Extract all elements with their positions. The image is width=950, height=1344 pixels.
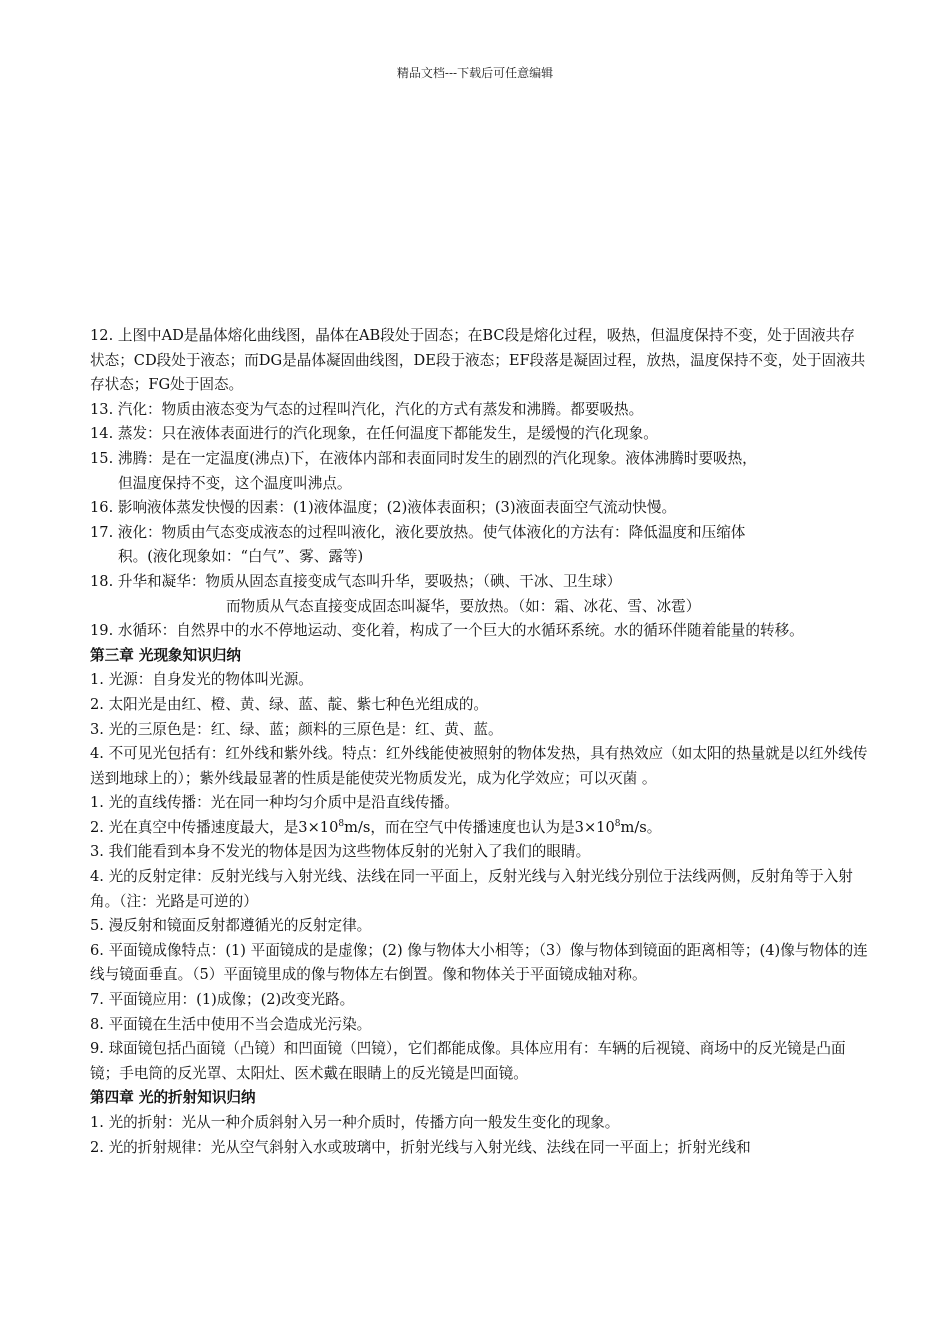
ch3-light-item-8: 8. 平面镜在生活中使用不当会造成光污染。 xyxy=(90,1015,372,1033)
exponent-a: 8 xyxy=(338,819,345,830)
paragraph-12: 12. 上图中AD是晶体熔化曲线图，晶体在AB段处于固态；在BC段是熔化过程，吸热，但温度保持不变，处于固液共存状态；CD段处于液态；而DG是晶体凝固曲线图，DE段于液态；EF段落是凝固过程，放热，温度保持不变，处于固液共存状态；FG处于固态。 xyxy=(90,327,866,394)
chapter-3-heading: 第三章 光现象知识归纳 xyxy=(90,646,242,664)
ch3-light-item-5: 5. 漫反射和镜面反射都遵循光的反射定律。 xyxy=(90,917,372,935)
paragraph-19: 19. 水循环：自然界中的水不停地运动、变化着，构成了一个巨大的水循环系统。水的循环伴随着能量的转移。 xyxy=(90,622,804,640)
speed-text-a: 2. 光在真空中传播速度最大，是3×10 xyxy=(90,818,339,836)
ch3-light-item-9: 9. 球面镜包括凸面镜（凸镜）和凹面镜（凹镜），它们都能成像。具体应用有：车辆的后视镜、商场中的反光镜是凸面镜；手电筒的反光罩、太阳灶、医术戴在眼睛上的反光镜是凹面镜。 xyxy=(90,1040,846,1082)
speed-text-c: m/s。 xyxy=(620,818,662,836)
ch3-item-3: 3. 光的三原色是：红、绿、蓝；颜料的三原色是：红、黄、蓝。 xyxy=(90,720,503,738)
ch3-light-item-6: 6. 平面镜成像特点：(1) 平面镜成的是虚像；(2) 像与物体大小相等；（3）像与物体到镜面的距离相等；(4)像与物体的连线与镜面垂直。（5）平面镜里成的像与物体左右倒置。像和物体关于平面镜成轴对称。 xyxy=(90,941,868,984)
paragraph-17: 17. 液化：物质由气态变成液态的过程叫液化，液化要放热。使气体液化的方法有：降低温度和压缩体 xyxy=(90,523,746,541)
page-header: 精品文档---下载后可任意编辑 xyxy=(396,66,554,80)
paragraph-18-cont: 而物质从气态直接变成固态叫凝华，要放热。（如：霜、冰花、雪、冰雹） xyxy=(226,597,701,615)
ch4-item-1: 1. 光的折射：光从一种介质斜射入另一种介质时，传播方向一般发生变化的现象。 xyxy=(90,1114,620,1131)
exponent-b: 8 xyxy=(614,819,621,830)
paragraph-17-cont: 积。(液化现象如：“白气”、雾、露等) xyxy=(118,548,364,566)
ch3-light-item-2 xyxy=(90,816,868,841)
ch3-light-item-7: 7. 平面镜应用：(1)成像；(2)改变光路。 xyxy=(90,991,355,1009)
paragraph-18: 18. 升华和凝华：物质从固态直接变成气态叫升华，要吸热；（碘、干冰、卫生球） xyxy=(90,572,622,590)
paragraph-15: 15. 沸腾：是在一定温度(沸点)下，在液体内部和表面同时发生的剧烈的汽化现象。液体沸腾时要吸热， xyxy=(90,449,757,467)
ch3-light-item-3: 3. 我们能看到本身不发光的物体是因为这些物体反射的光射入了我们的眼睛。 xyxy=(90,843,591,861)
speed-text-b: m/s，而在空气中传播速度也认为是3×10 xyxy=(344,818,615,836)
ch3-item-4: 4. 不可见光包括有：红外线和紫外线。特点：红外线能使被照射的物体发热，具有热效应（如太阳的热量就是以红外线传送到地球上的）；紫外线最显著的性质是能使荧光物质发光，成为化学效应；可以灭菌 。 xyxy=(90,745,868,787)
chapter-4-heading: 第四章 光的折射知识归纳 xyxy=(90,1089,256,1107)
ch3-light-item-1: 1. 光的直线传播：光在同一种均匀介质中是沿直线传播。 xyxy=(90,794,459,812)
paragraph-14: 14. 蒸发：只在液体表面进行的汽化现象，在任何温度下都能发生，是缓慢的汽化现象。 xyxy=(90,425,658,443)
ch3-item-2: 2. 太阳光是由红、橙、黄、绿、蓝、靛、紫七种色光组成的。 xyxy=(90,695,489,713)
document-body xyxy=(90,324,868,1160)
ch3-item-1: 1. 光源：自身发光的物体叫光源。 xyxy=(90,671,313,689)
paragraph-15-cont: 但温度保持不变，这个温度叫沸点。 xyxy=(118,474,352,492)
paragraph-16: 16. 影响液体蒸发快慢的因素：(1)液体温度；(2)液体表面积；(3)液面表面空气流动快慢。 xyxy=(90,499,677,517)
ch4-item-2: 2. 光的折射规律：光从空气斜射入水或玻璃中，折射光线与入射光线、法线在同一平面上；折射光线和 xyxy=(90,1138,751,1156)
paragraph-13: 13. 汽化：物质由液态变为气态的过程叫汽化，汽化的方式有蒸发和沸腾。都要吸热。 xyxy=(90,400,644,418)
ch3-light-item-4: 4. 光的反射定律：反射光线与入射光线、法线在同一平面上，反射光线与入射光线分别位于法线两侧，反射角等于入射角。（注：光路是可逆的） xyxy=(90,868,853,910)
